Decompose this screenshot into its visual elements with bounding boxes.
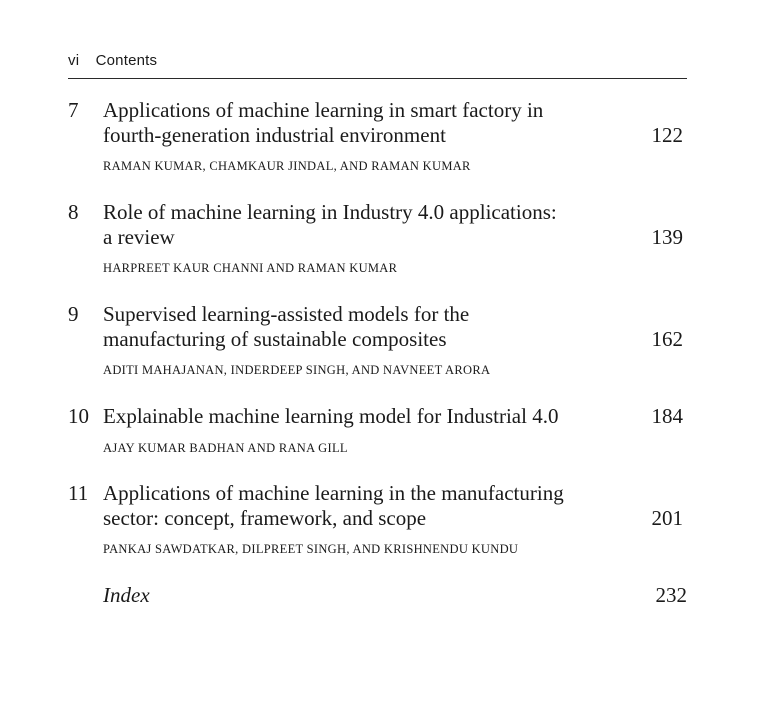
chapter-title-line: Supervised learning-assisted models for the: [103, 302, 470, 326]
chapter-title: [103, 481, 623, 531]
chapter-page-number: 184: [651, 404, 683, 428]
running-head-title: Contents: [95, 52, 158, 69]
header-rule: [68, 78, 687, 79]
index-page-number: 232: [655, 583, 687, 607]
toc-entry-index[interactable]: [103, 583, 687, 608]
chapter-title: [103, 200, 623, 250]
chapter-number: 9: [68, 302, 79, 326]
chapter-title-line: fourth-generation industrial environment: [103, 123, 446, 147]
chapter-number: 8: [68, 200, 79, 224]
chapter-title: [103, 98, 623, 148]
chapter-authors: RAMAN KUMAR, CHAMKAUR JINDAL, AND RAMAN KUMAR: [103, 159, 471, 173]
chapter-title-line: manufacturing of sustainable composites: [103, 327, 447, 351]
running-header: [68, 52, 157, 69]
chapter-title-line: a review: [103, 225, 175, 249]
chapter-title-line: Role of machine learning in Industry 4.0 applications:: [103, 200, 557, 224]
chapter-number: 11: [68, 481, 89, 505]
chapter-authors: PANKAJ SAWDATKAR, DILPREET SINGH, AND KRISHNENDU KUNDU: [103, 542, 519, 556]
chapter-number: 10: [68, 404, 89, 428]
chapter-authors: ADITI MAHAJANAN, INDERDEEP SINGH, AND NAVNEET ARORA: [103, 363, 491, 377]
chapter-page-number: 162: [651, 327, 683, 351]
chapter-page-number: 201: [651, 506, 683, 530]
index-label: Index: [103, 583, 150, 607]
chapter-title-line: Applications of machine learning in the manufacturing: [103, 481, 564, 505]
chapter-authors: HARPREET KAUR CHANNI AND RAMAN KUMAR: [103, 261, 398, 275]
chapter-title-line: sector: concept, framework, and scope: [103, 506, 427, 530]
chapter-title: [103, 302, 623, 352]
chapter-page-number: 122: [651, 123, 683, 147]
chapter-title-line: Explainable machine learning model for Industrial 4.0: [103, 404, 559, 428]
chapter-number: 7: [68, 98, 79, 122]
chapter-authors: AJAY KUMAR BADHAN AND RANA GILL: [103, 441, 348, 455]
chapter-page-number: 139: [651, 225, 683, 249]
chapter-title-line: Applications of machine learning in smart factory in: [103, 98, 544, 122]
page-folio: vi: [68, 52, 80, 69]
chapter-title: [103, 404, 623, 429]
